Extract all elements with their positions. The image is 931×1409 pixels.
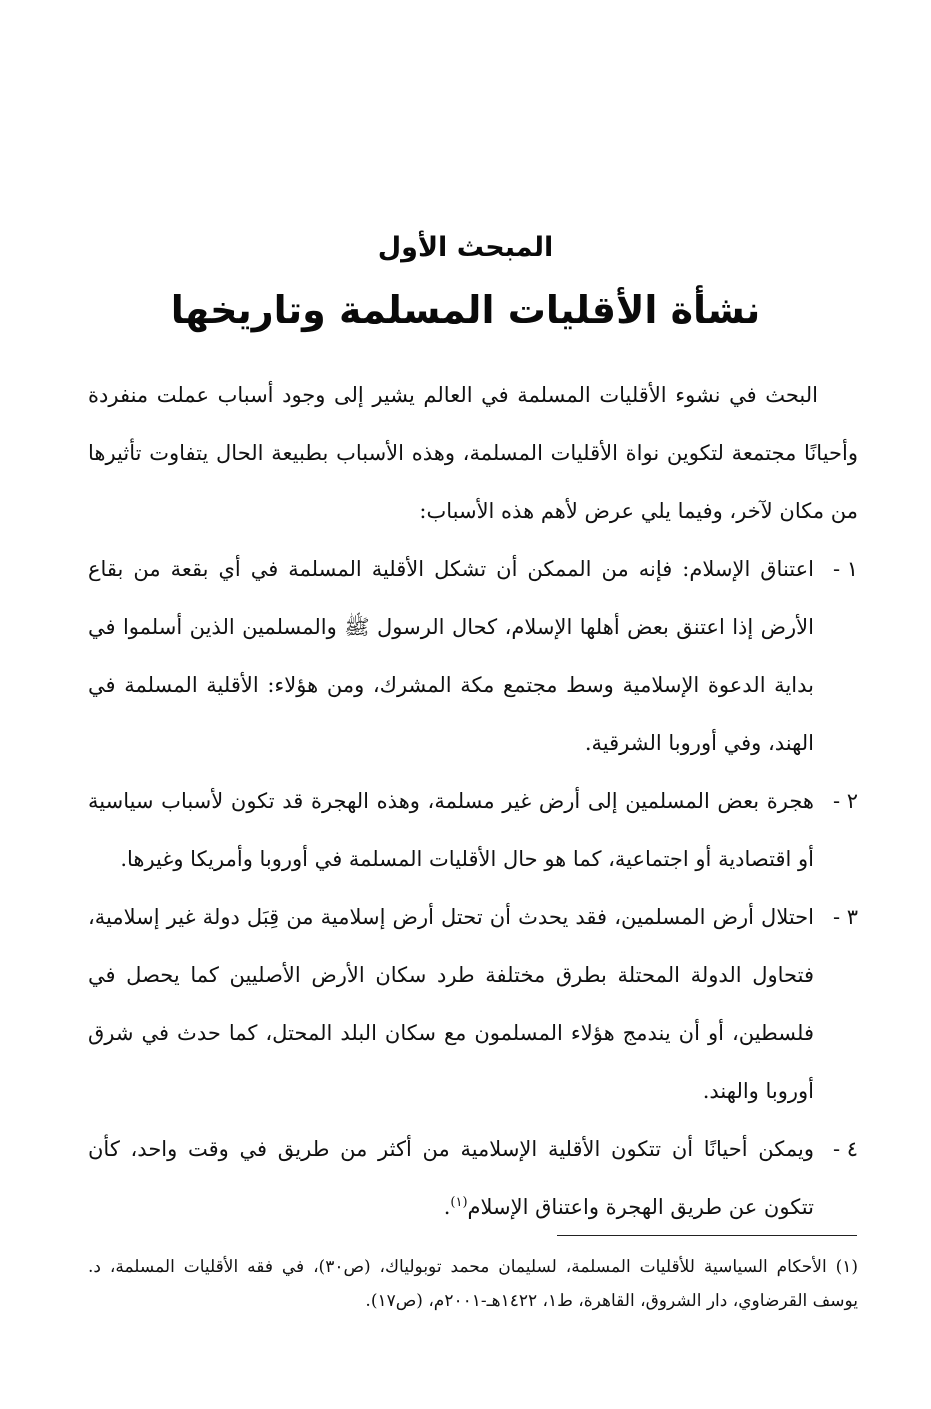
list-item xyxy=(88,888,858,1120)
item-text: احتلال أرض المسلمين، فقد يحدث أن تحتل أرض إسلامية من قِبَل دولة غير إسلامية، فتحاول الدولة المحتلة بطرق مختلفة طرد سكان الأرض الأصليين كما يحصل في فلسطين، أو أن يندمج هؤلاء المسلمون مع سكان البلد المحتل، كما حدث في شرق أوروبا والهند. xyxy=(88,905,814,1103)
footnote-text: الأحكام السياسية للأقليات المسلمة، لسليمان محمد توبولياك، (ص٣٠)، في فقه الأقليات المسلمة، د. يوسف القرضاوي، دار الشروق، القاهرة، ط١، ١٤٢٢هـ-٢٠٠١م، (ص١٧). xyxy=(88,1257,858,1311)
list-item xyxy=(88,540,858,772)
footnote-reference[interactable]: (١) xyxy=(450,1195,468,1210)
item-number: ٣ - xyxy=(832,905,858,929)
item-end-punctuation: . xyxy=(443,1195,451,1219)
section-kicker: المبحث الأول xyxy=(377,232,554,263)
list-item xyxy=(88,772,858,888)
intro-paragraph: البحث في نشوء الأقليات المسلمة في العالم يشير إلى وجود أسباب عملت منفردة وأحيانًا مجتمعة لتكوين نواة الأقليات المسلمة، وهذه الأسباب بطبيعة الحال يتفاوت تأثيرها من مكان لآخر، وفيما يلي عرض لأهم هذه الأسباب: xyxy=(88,383,858,523)
list-item xyxy=(88,1120,858,1236)
item-number: ٢ - xyxy=(832,789,858,813)
footnote xyxy=(88,1250,858,1318)
item-number: ٤ - xyxy=(832,1137,858,1161)
item-text: هجرة بعض المسلمين إلى أرض غير مسلمة، وهذه الهجرة قد تكون لأسباب سياسية أو اقتصادية أو اجتماعية، كما هو حال الأقليات المسلمة في أوروبا وأمريكا وغيرها. xyxy=(88,789,814,871)
footnote-divider xyxy=(557,1235,857,1236)
main-text xyxy=(88,366,858,1236)
item-text: اعتناق الإسلام: فإنه من الممكن أن تشكل الأقلية المسلمة في أي بقعة من بقاع الأرض إذا اعتنق بعض أهلها الإسلام، كحال الرسول ﷺ والمسلمين الذين أسلموا في بداية الدعوة الإسلامية وسط مجتمع مكة المشرك، ومن هؤلاء: الأقلية المسلمة في الهند، وفي أوروبا الشرقية. xyxy=(88,557,814,755)
footnote-marker: (١) xyxy=(835,1257,858,1277)
item-number: ١ - xyxy=(832,557,858,581)
item-text: ويمكن أحيانًا أن تتكون الأقلية الإسلامية من أكثر من طريق في وقت واحد، كأن تتكون عن طريق الهجرة واعتناق الإسلام xyxy=(88,1137,814,1219)
page-title: نشأة الأقليات المسلمة وتاريخها xyxy=(170,288,761,332)
